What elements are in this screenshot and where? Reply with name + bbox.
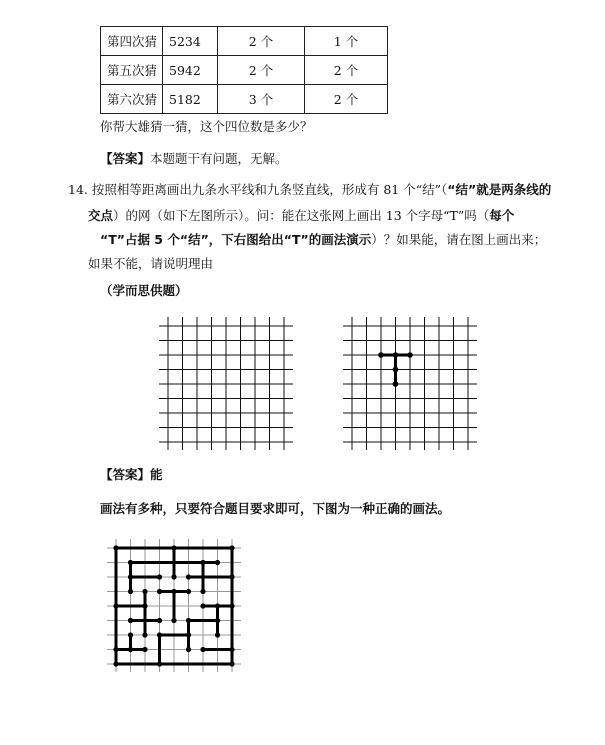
solution-node <box>171 589 176 594</box>
solution-node <box>142 589 147 594</box>
solution-node <box>229 545 234 550</box>
row-number: 5234 <box>163 27 218 56</box>
table-row <box>101 56 388 85</box>
q14-bold: 每个 <box>489 208 515 223</box>
solution-node <box>157 574 162 579</box>
solution-node <box>113 545 118 550</box>
row-count-a: 2 个 <box>218 27 305 56</box>
row-label: 第六次猜 <box>101 85 163 114</box>
q14-line4: 如果不能，请说明理由 <box>88 256 214 271</box>
solution-node <box>157 661 162 666</box>
solution-node <box>215 560 220 565</box>
solution-node <box>215 603 220 608</box>
explanation: 画法有多种，只要符合题目要求即可，下图为一种正确的画法。 <box>100 501 451 516</box>
solution-node <box>171 618 176 623</box>
solution-node <box>128 589 133 594</box>
solution-node <box>186 618 191 623</box>
solution-node <box>113 647 118 652</box>
q14-number: 14. <box>68 182 88 197</box>
q14-bold: “T”占据 5 个“结”，下右图给出“T”的画法演示 <box>100 232 372 247</box>
row-count-b: 2 个 <box>305 85 388 114</box>
solution-node <box>229 574 234 579</box>
solution-node <box>186 574 191 579</box>
row-count-a: 2 个 <box>218 56 305 85</box>
solution-node <box>229 647 234 652</box>
solution-node <box>142 632 147 637</box>
solution-node <box>128 632 133 637</box>
solution-node <box>157 618 162 623</box>
solution-grid <box>100 532 250 672</box>
answer-2 <box>100 465 163 483</box>
guess-table <box>100 26 388 114</box>
solution-node <box>215 632 220 637</box>
t-node <box>393 367 399 373</box>
solution-node <box>128 574 133 579</box>
solution-node <box>186 647 191 652</box>
empty-grid <box>152 310 302 450</box>
solution-node <box>113 661 118 666</box>
table-row <box>101 27 388 56</box>
t-node <box>393 352 399 358</box>
row-label: 第四次猜 <box>101 27 163 56</box>
solution-node <box>113 603 118 608</box>
question-tail: 你帮大雄猜一猜，这个四位数是多少？ <box>100 119 313 134</box>
row-label: 第五次猜 <box>101 56 163 85</box>
answer-tag: 【答案】 <box>100 151 151 166</box>
t-node <box>378 352 384 358</box>
answer-text: 能 <box>150 467 163 482</box>
solution-node <box>229 603 234 608</box>
solution-node <box>186 632 191 637</box>
q14-bold: 交点 <box>88 208 114 223</box>
q14-line1 <box>68 180 551 198</box>
q14-bold: “结”就是两条线的 <box>447 182 552 197</box>
solution-node <box>157 589 162 594</box>
solution-node <box>200 560 205 565</box>
solution-node <box>171 545 176 550</box>
source-label: （学而思供题） <box>100 283 188 298</box>
row-number: 5182 <box>163 85 218 114</box>
row-count-b: 2 个 <box>305 56 388 85</box>
row-count-b: 1 个 <box>305 27 388 56</box>
answer-1 <box>100 149 288 167</box>
solution-node <box>142 603 147 608</box>
q14-text: ）？如果能，请在图上画出来； <box>371 232 547 247</box>
q14-line3 <box>100 230 546 248</box>
row-count-a: 3 个 <box>218 85 305 114</box>
table-row <box>101 85 388 114</box>
answer-tag: 【答案】 <box>100 467 151 482</box>
solution-node <box>128 560 133 565</box>
t-node <box>407 352 413 358</box>
solution-node <box>186 589 191 594</box>
solution-node <box>142 647 147 652</box>
t-node <box>393 381 399 387</box>
solution-node <box>200 603 205 608</box>
q14-text: 按照相等距离画出九条水平线和九条竖直线，形成有 81 个“结”（ <box>91 182 448 197</box>
solution-node <box>200 589 205 594</box>
solution-node <box>215 618 220 623</box>
t-demo-grid <box>336 310 486 450</box>
solution-node <box>128 647 133 652</box>
solution-node <box>171 574 176 579</box>
answer-text: 本题题干有问题，无解。 <box>150 151 288 166</box>
q14-line2 <box>88 206 514 224</box>
q14-text: ）的网（如下左图所示）。问：能在这张网上画出 13 个字母“T”吗（ <box>113 208 490 223</box>
solution-node <box>200 647 205 652</box>
row-number: 5942 <box>163 56 218 85</box>
solution-node <box>128 618 133 623</box>
solution-node <box>229 661 234 666</box>
solution-node <box>157 632 162 637</box>
